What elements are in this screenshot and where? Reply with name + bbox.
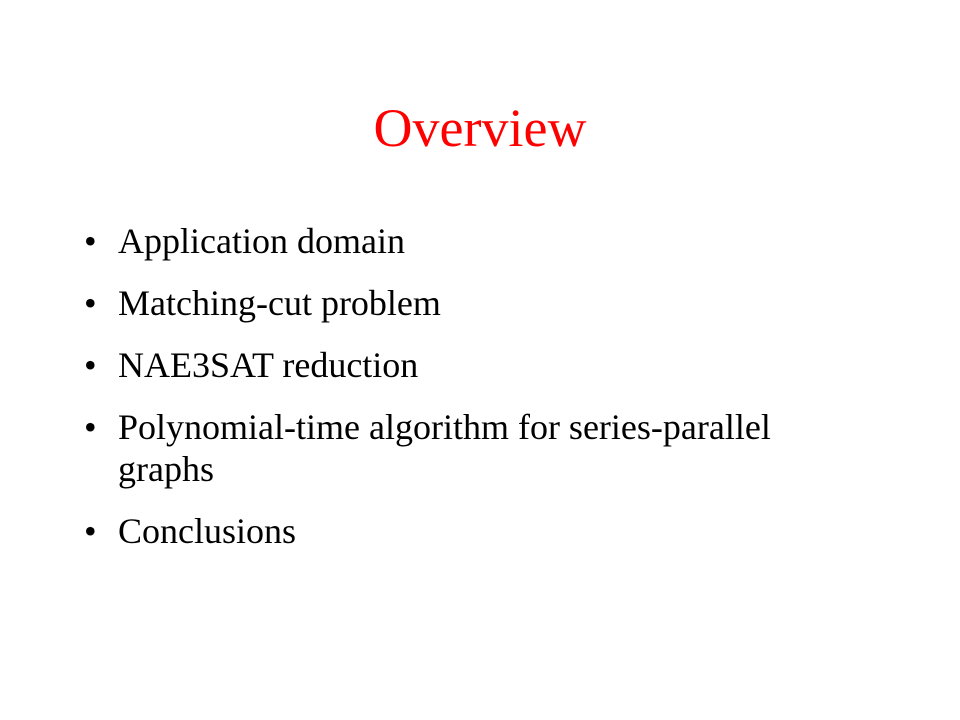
bullet-item — [84, 510, 804, 552]
bullet-dot-icon: • — [84, 407, 97, 447]
bullet-item — [84, 406, 804, 490]
bullet-text: Application domain — [118, 221, 405, 261]
slide-title: Overview — [373, 98, 587, 158]
bullet-text: Conclusions — [118, 511, 297, 551]
bullet-list — [84, 220, 804, 572]
bullet-dot-icon: • — [84, 511, 97, 551]
bullet-text: Polynomial-time algorithm for series-parallel graphs — [118, 407, 771, 489]
bullet-item — [84, 220, 804, 262]
bullet-text: NAE3SAT reduction — [118, 345, 419, 385]
bullet-item — [84, 344, 804, 386]
bullet-dot-icon: • — [84, 283, 97, 323]
bullet-text: Matching-cut problem — [118, 283, 441, 323]
bullet-dot-icon: • — [84, 345, 97, 385]
bullet-dot-icon: • — [84, 221, 97, 261]
bullet-item — [84, 282, 804, 324]
